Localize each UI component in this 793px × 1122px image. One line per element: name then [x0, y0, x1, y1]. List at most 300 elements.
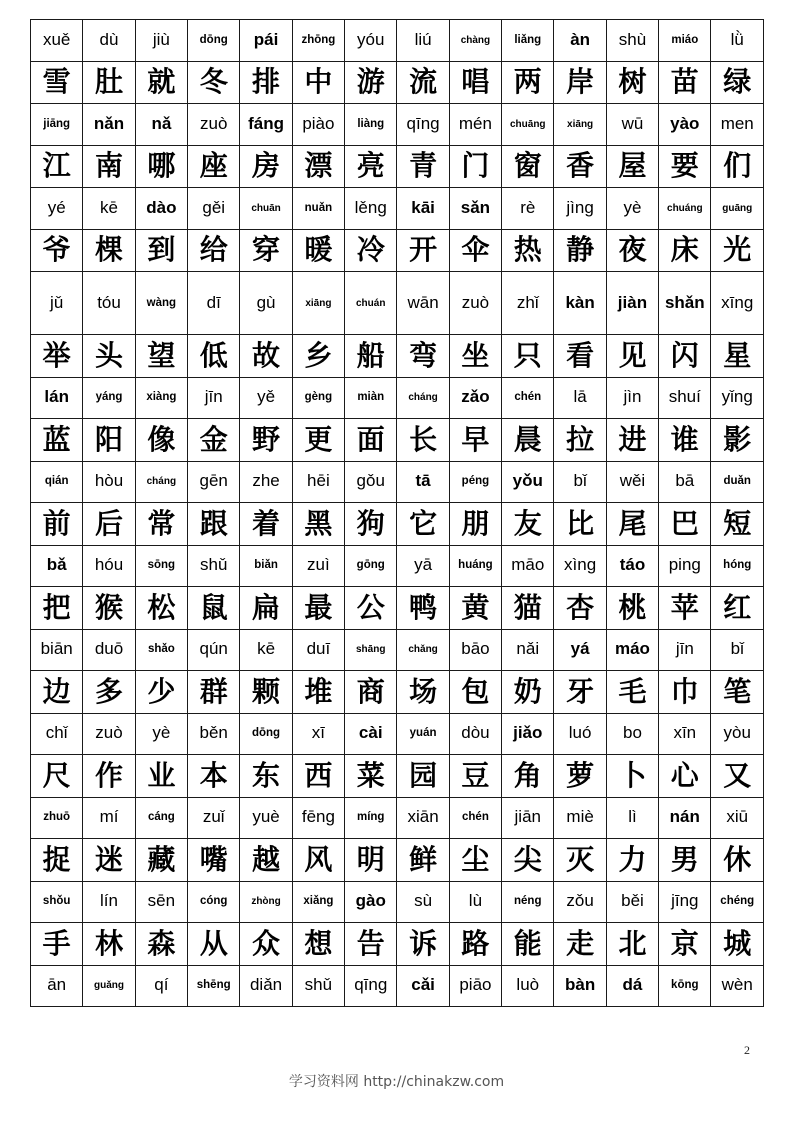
character-cell: 猫 [502, 587, 554, 630]
pinyin-cell: jiù [135, 20, 187, 62]
pinyin-cell: shǒu [31, 881, 83, 923]
character-cell: 它 [397, 503, 449, 546]
pinyin-cell: yé [31, 188, 83, 230]
character-cell: 商 [345, 671, 397, 714]
character-cell: 萝 [554, 755, 606, 798]
pinyin-cell: lù [449, 881, 501, 923]
pinyin-cell: chuáng [659, 188, 711, 230]
pinyin-cell: yǐng [711, 377, 764, 419]
character-cell: 业 [135, 755, 187, 798]
character-cell: 棵 [83, 229, 135, 272]
character-cell: 更 [292, 419, 344, 462]
pinyin-cell: hòu [83, 461, 135, 503]
pinyin-cell: yóu [345, 20, 397, 62]
character-cell: 手 [31, 923, 83, 966]
character-cell: 杏 [554, 587, 606, 630]
character-cell: 森 [135, 923, 187, 966]
pinyin-cell: yuán [397, 713, 449, 755]
pinyin-cell: xiāng [292, 272, 344, 335]
pinyin-cell: huáng [449, 545, 501, 587]
character-cell: 夜 [606, 229, 658, 272]
pinyin-cell: xiū [711, 797, 764, 839]
character-cell: 捉 [31, 839, 83, 882]
pinyin-row [31, 272, 764, 335]
character-cell: 前 [31, 503, 83, 546]
pinyin-cell: guāng [711, 188, 764, 230]
character-cell: 豆 [449, 755, 501, 798]
character-cell: 南 [83, 145, 135, 188]
character-cell: 巾 [659, 671, 711, 714]
character-cell: 举 [31, 335, 83, 378]
pinyin-cell: xīn [659, 713, 711, 755]
pinyin-cell: dá [606, 965, 658, 1007]
character-cell: 鲜 [397, 839, 449, 882]
pinyin-cell: chàng [449, 20, 501, 62]
pinyin-cell: jiān [502, 797, 554, 839]
pinyin-character-table [30, 19, 764, 1007]
character-cell: 角 [502, 755, 554, 798]
character-cell: 友 [502, 503, 554, 546]
pinyin-cell: bàn [554, 965, 606, 1007]
character-cell: 香 [554, 145, 606, 188]
character-cell: 看 [554, 335, 606, 378]
character-row [31, 839, 764, 882]
pinyin-cell: luò [502, 965, 554, 1007]
character-cell: 红 [711, 587, 764, 630]
pinyin-cell: yā [397, 545, 449, 587]
character-cell: 扁 [240, 587, 292, 630]
character-cell: 迷 [83, 839, 135, 882]
pinyin-cell: zuò [83, 713, 135, 755]
character-cell: 牙 [554, 671, 606, 714]
character-row [31, 587, 764, 630]
character-cell: 京 [659, 923, 711, 966]
pinyin-cell: kàn [554, 272, 606, 335]
footer-watermark: 学习资料网 http://chinakzw.com [288, 1074, 505, 1090]
pinyin-cell: sǎn [449, 188, 501, 230]
character-cell: 藏 [135, 839, 187, 882]
character-cell: 窗 [502, 145, 554, 188]
character-cell: 园 [397, 755, 449, 798]
character-cell: 们 [711, 145, 764, 188]
pinyin-cell: zhōng [292, 20, 344, 62]
pinyin-cell: shāng [345, 629, 397, 671]
character-cell: 公 [345, 587, 397, 630]
character-cell: 谁 [659, 419, 711, 462]
character-cell: 肚 [83, 61, 135, 104]
pinyin-cell: men [711, 104, 764, 146]
character-cell: 要 [659, 145, 711, 188]
pinyin-cell: shuí [659, 377, 711, 419]
character-cell: 金 [188, 419, 240, 462]
pinyin-cell: liàng [345, 104, 397, 146]
character-cell: 狗 [345, 503, 397, 546]
pinyin-cell: bǐ [711, 629, 764, 671]
pinyin-cell: shǎo [135, 629, 187, 671]
pinyin-cell: jìn [606, 377, 658, 419]
character-cell: 星 [711, 335, 764, 378]
pinyin-cell: mí [83, 797, 135, 839]
pinyin-cell: xìng [554, 545, 606, 587]
pinyin-cell: yǒu [502, 461, 554, 503]
character-cell: 长 [397, 419, 449, 462]
pinyin-cell: běi [606, 881, 658, 923]
pinyin-cell: chuāng [502, 104, 554, 146]
character-cell: 比 [554, 503, 606, 546]
character-cell: 见 [606, 335, 658, 378]
character-cell: 苗 [659, 61, 711, 104]
character-cell: 鼠 [188, 587, 240, 630]
pinyin-cell: dōng [188, 20, 240, 62]
pinyin-cell: fáng [240, 104, 292, 146]
pinyin-cell: gěi [188, 188, 240, 230]
character-cell: 排 [240, 61, 292, 104]
pinyin-cell: zuò [449, 272, 501, 335]
pinyin-cell: cǎi [397, 965, 449, 1007]
character-cell: 雪 [31, 61, 83, 104]
character-cell: 卜 [606, 755, 658, 798]
character-cell: 苹 [659, 587, 711, 630]
pinyin-cell: xiān [397, 797, 449, 839]
character-cell: 东 [240, 755, 292, 798]
pinyin-cell: nǎi [502, 629, 554, 671]
pinyin-cell: lěng [345, 188, 397, 230]
pinyin-cell: nán [659, 797, 711, 839]
character-cell: 桃 [606, 587, 658, 630]
pinyin-cell: duī [292, 629, 344, 671]
character-cell: 跟 [188, 503, 240, 546]
pinyin-cell: gǒu [345, 461, 397, 503]
character-cell: 边 [31, 671, 83, 714]
pinyin-cell: zuì [292, 545, 344, 587]
pinyin-cell: yuè [240, 797, 292, 839]
character-cell: 唱 [449, 61, 501, 104]
pinyin-cell: shǔ [188, 545, 240, 587]
pinyin-cell: biǎn [240, 545, 292, 587]
character-cell: 作 [83, 755, 135, 798]
character-cell: 闪 [659, 335, 711, 378]
character-cell: 蓝 [31, 419, 83, 462]
character-cell: 黄 [449, 587, 501, 630]
character-cell: 穿 [240, 229, 292, 272]
pinyin-cell: xiāng [554, 104, 606, 146]
pinyin-cell: dòu [449, 713, 501, 755]
character-cell: 包 [449, 671, 501, 714]
character-cell: 常 [135, 503, 187, 546]
character-cell: 力 [606, 839, 658, 882]
character-cell: 光 [711, 229, 764, 272]
pinyin-row [31, 881, 764, 923]
pinyin-cell: bo [606, 713, 658, 755]
pinyin-cell: cóng [188, 881, 240, 923]
pinyin-cell: jīn [659, 629, 711, 671]
pinyin-cell: zǒu [554, 881, 606, 923]
character-cell: 众 [240, 923, 292, 966]
pinyin-cell: bā [659, 461, 711, 503]
character-row [31, 419, 764, 462]
character-cell: 两 [502, 61, 554, 104]
character-cell: 想 [292, 923, 344, 966]
character-cell: 坐 [449, 335, 501, 378]
pinyin-cell: tā [397, 461, 449, 503]
pinyin-cell: miàn [345, 377, 397, 419]
pinyin-cell: yè [606, 188, 658, 230]
character-cell: 猴 [83, 587, 135, 630]
pinyin-cell: dào [135, 188, 187, 230]
character-cell: 就 [135, 61, 187, 104]
character-cell: 北 [606, 923, 658, 966]
character-cell: 床 [659, 229, 711, 272]
pinyin-cell: kē [83, 188, 135, 230]
pinyin-cell: rè [502, 188, 554, 230]
pinyin-cell: jiàn [606, 272, 658, 335]
pinyin-cell: zuò [188, 104, 240, 146]
character-row [31, 923, 764, 966]
pinyin-cell: hóng [711, 545, 764, 587]
character-cell: 城 [711, 923, 764, 966]
pinyin-cell: biān [31, 629, 83, 671]
pinyin-cell: míng [345, 797, 397, 839]
page-number: 2 [744, 1043, 750, 1057]
character-cell: 西 [292, 755, 344, 798]
pinyin-row [31, 461, 764, 503]
character-cell: 伞 [449, 229, 501, 272]
pinyin-row [31, 545, 764, 587]
pinyin-cell: chén [502, 377, 554, 419]
pinyin-cell: qīng [345, 965, 397, 1007]
character-cell: 到 [135, 229, 187, 272]
pinyin-cell: xīng [711, 272, 764, 335]
pinyin-cell: mén [449, 104, 501, 146]
pinyin-cell: gōng [345, 545, 397, 587]
pinyin-cell: hóu [83, 545, 135, 587]
character-cell: 多 [83, 671, 135, 714]
character-cell: 后 [83, 503, 135, 546]
pinyin-cell: piāo [449, 965, 501, 1007]
pinyin-cell: shù [606, 20, 658, 62]
character-cell: 男 [659, 839, 711, 882]
pinyin-cell: dù [83, 20, 135, 62]
pinyin-cell: kē [240, 629, 292, 671]
pinyin-cell: yáng [83, 377, 135, 419]
character-row [31, 755, 764, 798]
character-cell: 亮 [345, 145, 397, 188]
pinyin-cell: yě [240, 377, 292, 419]
pinyin-cell: zhuō [31, 797, 83, 839]
character-cell: 船 [345, 335, 397, 378]
character-cell: 能 [502, 923, 554, 966]
character-cell: 嘴 [188, 839, 240, 882]
pinyin-cell: bǐ [554, 461, 606, 503]
pinyin-cell: qún [188, 629, 240, 671]
character-cell: 野 [240, 419, 292, 462]
pinyin-cell: qīng [397, 104, 449, 146]
pinyin-cell: pái [240, 20, 292, 62]
character-cell: 面 [345, 419, 397, 462]
character-cell: 房 [240, 145, 292, 188]
pinyin-cell: nǎn [83, 104, 135, 146]
pinyin-cell: shēng [188, 965, 240, 1007]
pinyin-cell: lā [554, 377, 606, 419]
pinyin-cell: jīng [659, 881, 711, 923]
pinyin-cell: miáo [659, 20, 711, 62]
pinyin-cell: sù [397, 881, 449, 923]
pinyin-cell: cháng [135, 461, 187, 503]
pinyin-cell: yá [554, 629, 606, 671]
pinyin-row [31, 377, 764, 419]
character-cell: 弯 [397, 335, 449, 378]
pinyin-cell: hēi [292, 461, 344, 503]
pinyin-cell: jiāng [31, 104, 83, 146]
pinyin-cell: táo [606, 545, 658, 587]
character-row [31, 145, 764, 188]
pinyin-cell: cài [345, 713, 397, 755]
character-cell: 菜 [345, 755, 397, 798]
character-cell: 屋 [606, 145, 658, 188]
character-cell: 本 [188, 755, 240, 798]
character-cell: 短 [711, 503, 764, 546]
character-cell: 明 [345, 839, 397, 882]
character-cell: 告 [345, 923, 397, 966]
character-cell: 暖 [292, 229, 344, 272]
character-cell: 奶 [502, 671, 554, 714]
pinyin-cell: zhòng [240, 881, 292, 923]
pinyin-cell: chǎng [397, 629, 449, 671]
character-cell: 像 [135, 419, 187, 462]
pinyin-cell: cáng [135, 797, 187, 839]
character-cell: 给 [188, 229, 240, 272]
character-cell: 笔 [711, 671, 764, 714]
pinyin-cell: tóu [83, 272, 135, 335]
character-cell: 拉 [554, 419, 606, 462]
pinyin-cell: lì [606, 797, 658, 839]
pinyin-cell: luó [554, 713, 606, 755]
pinyin-cell: shǔ [292, 965, 344, 1007]
character-cell: 影 [711, 419, 764, 462]
pinyin-cell: cháng [397, 377, 449, 419]
pinyin-cell: ān [31, 965, 83, 1007]
character-cell: 岸 [554, 61, 606, 104]
character-cell: 冷 [345, 229, 397, 272]
character-cell: 中 [292, 61, 344, 104]
character-cell: 堆 [292, 671, 344, 714]
character-cell: 尘 [449, 839, 501, 882]
character-cell: 早 [449, 419, 501, 462]
pinyin-cell: xī [292, 713, 344, 755]
pinyin-cell: miè [554, 797, 606, 839]
character-cell: 把 [31, 587, 83, 630]
pinyin-cell: jìng [554, 188, 606, 230]
character-cell: 爷 [31, 229, 83, 272]
character-cell: 最 [292, 587, 344, 630]
character-cell: 门 [449, 145, 501, 188]
character-cell: 热 [502, 229, 554, 272]
character-cell: 风 [292, 839, 344, 882]
pinyin-cell: piào [292, 104, 344, 146]
character-cell: 青 [397, 145, 449, 188]
pinyin-cell: lán [31, 377, 83, 419]
pinyin-row [31, 188, 764, 230]
character-cell: 开 [397, 229, 449, 272]
character-cell: 路 [449, 923, 501, 966]
pinyin-cell: liú [397, 20, 449, 62]
pinyin-cell: sōng [135, 545, 187, 587]
character-cell: 尾 [606, 503, 658, 546]
character-cell: 哪 [135, 145, 187, 188]
pinyin-cell: qián [31, 461, 83, 503]
pinyin-cell: zhe [240, 461, 292, 503]
character-cell: 走 [554, 923, 606, 966]
pinyin-cell: àn [554, 20, 606, 62]
pinyin-cell: duǎn [711, 461, 764, 503]
pinyin-cell: bǎ [31, 545, 83, 587]
pinyin-cell: sēn [135, 881, 187, 923]
pinyin-cell: jǔ [31, 272, 83, 335]
character-cell: 头 [83, 335, 135, 378]
character-cell: 朋 [449, 503, 501, 546]
pinyin-cell: wèn [711, 965, 764, 1007]
pinyin-cell: chén [449, 797, 501, 839]
pinyin-row [31, 629, 764, 671]
character-cell: 树 [606, 61, 658, 104]
pinyin-cell: dōng [240, 713, 292, 755]
character-cell: 尖 [502, 839, 554, 882]
pinyin-cell: péng [449, 461, 501, 503]
character-row [31, 503, 764, 546]
character-cell: 乡 [292, 335, 344, 378]
pinyin-cell: ping [659, 545, 711, 587]
pinyin-cell: nuǎn [292, 188, 344, 230]
pinyin-cell: zhǐ [502, 272, 554, 335]
pinyin-cell: wàng [135, 272, 187, 335]
character-cell: 只 [502, 335, 554, 378]
pinyin-cell: māo [502, 545, 554, 587]
pinyin-cell: gèng [292, 377, 344, 419]
character-cell: 诉 [397, 923, 449, 966]
pinyin-row [31, 713, 764, 755]
pinyin-cell: nǎ [135, 104, 187, 146]
pinyin-cell: xiàng [135, 377, 187, 419]
pinyin-cell: gù [240, 272, 292, 335]
pinyin-cell: běn [188, 713, 240, 755]
pinyin-row [31, 104, 764, 146]
pinyin-cell: chǐ [31, 713, 83, 755]
character-cell: 黑 [292, 503, 344, 546]
character-cell: 故 [240, 335, 292, 378]
pinyin-cell: chuán [345, 272, 397, 335]
pinyin-cell: kōng [659, 965, 711, 1007]
pinyin-cell: chuān [240, 188, 292, 230]
character-cell: 颗 [240, 671, 292, 714]
character-cell: 漂 [292, 145, 344, 188]
pinyin-cell: fēng [292, 797, 344, 839]
character-cell: 从 [188, 923, 240, 966]
pinyin-cell: xuě [31, 20, 83, 62]
pinyin-row [31, 797, 764, 839]
pinyin-cell: diǎn [240, 965, 292, 1007]
pinyin-cell: zǎo [449, 377, 501, 419]
character-cell: 座 [188, 145, 240, 188]
pinyin-cell: jīn [188, 377, 240, 419]
character-cell: 游 [345, 61, 397, 104]
character-cell: 冬 [188, 61, 240, 104]
pinyin-cell: néng [502, 881, 554, 923]
character-cell: 林 [83, 923, 135, 966]
character-cell: 心 [659, 755, 711, 798]
pinyin-cell: gēn [188, 461, 240, 503]
pinyin-cell: guǎng [83, 965, 135, 1007]
character-cell: 毛 [606, 671, 658, 714]
